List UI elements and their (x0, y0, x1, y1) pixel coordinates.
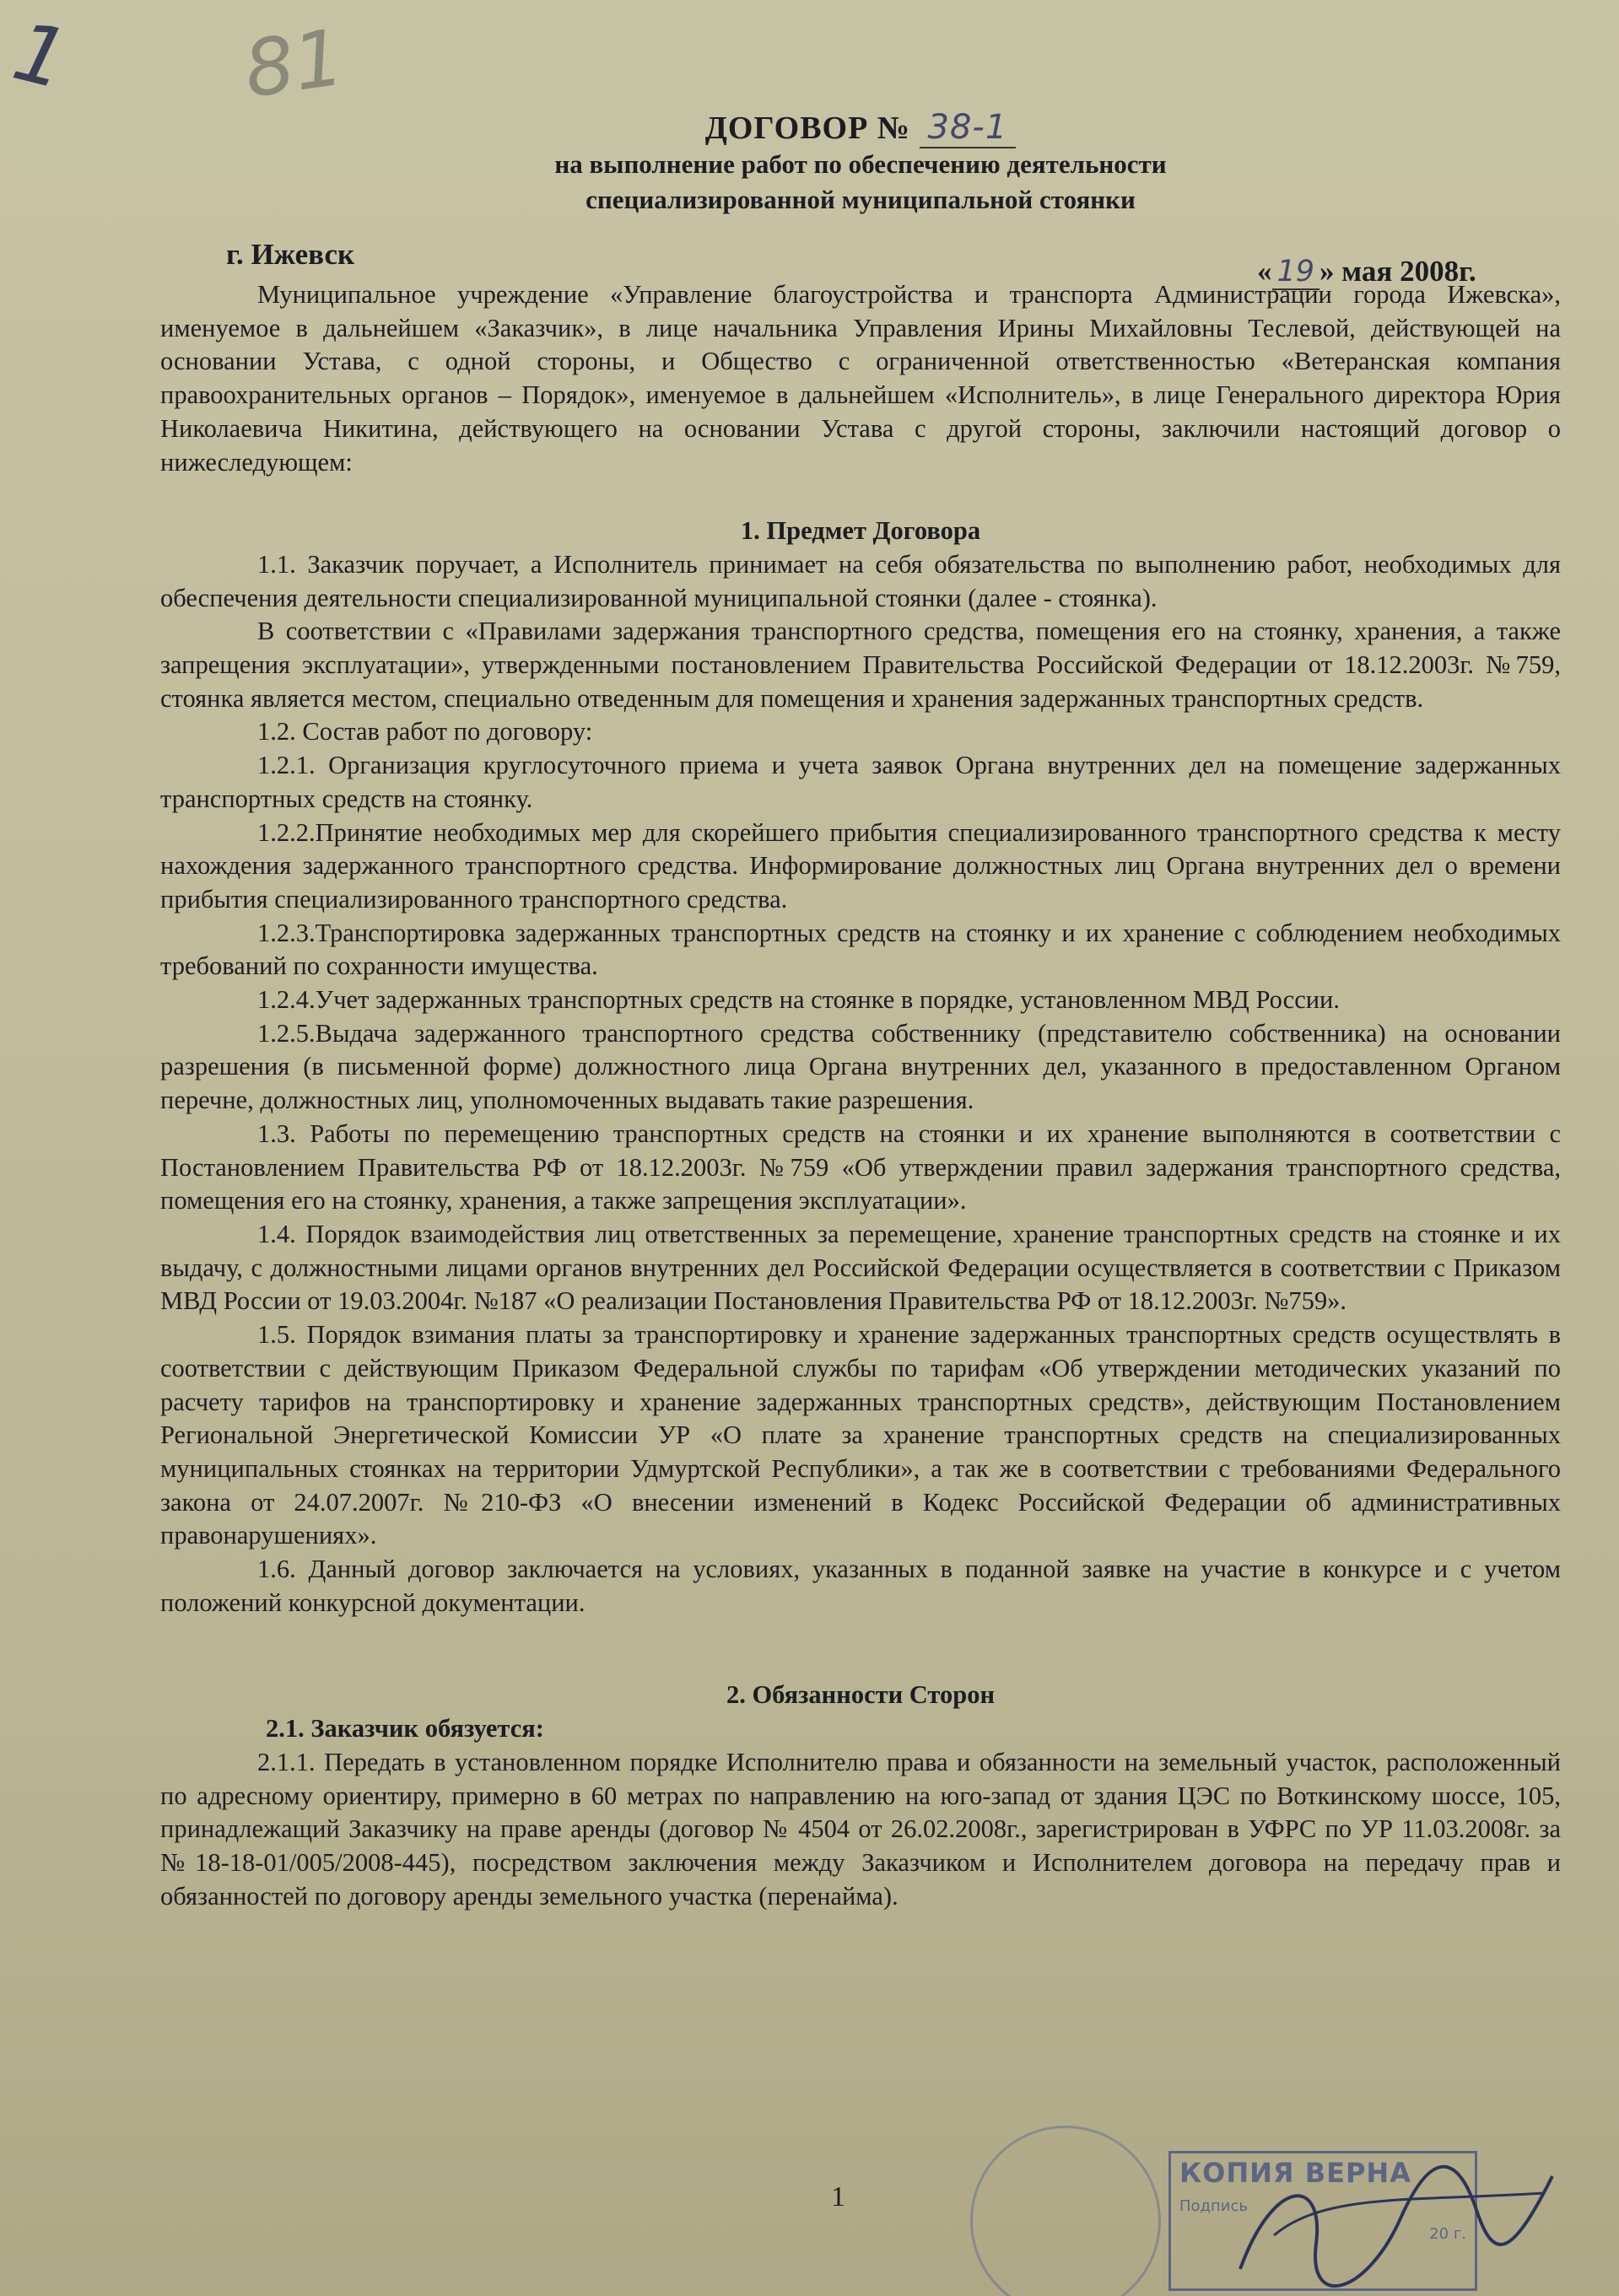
stamp-title: КОПИЯ ВЕРНА (1179, 2157, 1411, 2189)
clause-1-1: 1.1. Заказчик поручает, а Исполнитель принимает на себя обязательства по выполнению работ, необходимых для обеспечения деятельности специализированной муниципальной стоянки (далее - стоянка). (160, 549, 1561, 612)
clause-1-4: 1.4. Порядок взаимодействия лиц ответственных за перемещение, хранение транспортных средств на стоянке и их выдачу, с должностными лицами органов внутренних дел Российской Федерации осуществляется в соответствии с Приказом МВД России от 19.03.2004г. №187 «О реализации Постановления Правительства РФ от 18.12.2003г. №759». (160, 1219, 1561, 1316)
clause-1-2-1: 1.2.1. Организация круглосуточного приема и учета заявок Органа внутренних дел на помещение задержанных транспортных средств на стоянку. (160, 751, 1561, 813)
clause-1-3: 1.3. Работы по перемещению транспортных средств на стоянки и их хранение выполняются в соответствии с Постановлением Правительства РФ от 18.12.2003г. №759 «Об утверждении правил задержания транспортного средства, помещения его на стоянку, хранения, а также запрещения эксплуатации». (160, 1118, 1561, 1215)
stamp-signature-label: Подпись (1179, 2197, 1248, 2215)
date-open-quote: « (1257, 255, 1272, 288)
clause-2-1-1: 2.1.1. Передать в установленном порядке Исполнителю права и обязанности на земельный участок, расположенный по адресному ориентиру, примерно в 60 метрах по направлению на юго-запад от здания ЦЭС по Воткинскому шоссе, 105, принадлежащий Заказчику на праве аренды (договор № 4504 от 26.02.2008г., зарегистрирован в УФРС по УР 11.03.2008г. за №18-18-01/005/2008-445), посредством заключения между Заказчиком и Исполнителем договора на передачу прав и обязанностей по договору аренды земельного участка (перенайма). (160, 1747, 1561, 1911)
clause-2-1: 2.1. Заказчик обязуется: (266, 1714, 544, 1744)
handwritten-mark: 1 (4, 3, 78, 108)
clause-1-5: 1.5. Порядок взимания платы за транспортировку и хранение задержанных транспортных средств осуществлять в соответствии с действующим Приказом Федеральной службы по тарифам «Об утверждении методических указаний по расчету тарифов на транспортировку и хранение задержанных транспортных средств», действующим Постановлением Региональной Энергетической Комиссии УР «О плате за хранение транспортных средств на специализированных муниципальных стоянках на территории Удмуртской Республики», а так же в соответствии с требованиями Федерального закона от 24.07.2007г. №210-ФЗ «О внесении изменений в Кодекс Российской Федерации об административных правонарушениях». (160, 1320, 1561, 1550)
intro-paragraph: Муниципальное учреждение «Управление благоустройства и транспорта Администрации города Ижевска», именуемое в дальнейшем «Заказчик», в лице начальника Управления Ирины Михайловны Теслевой, действующей на основании Устава, с одной стороны, и Общество с ограниченной ответственностью «Ветеранская компания правоохранительных органов – Порядок», именуемое в дальнейшем «Исполнитель», в лице Генерального директора Юрия Николаевича Никитина, действующего на основании Устава с другой стороны, заключили настоящий договор о нижеследующем: (160, 280, 1561, 477)
subtitle-line-2: специализированной муниципальной стоянки (586, 185, 1136, 214)
title-text: ДОГОВОР № (704, 110, 910, 146)
clause-1-2-4: 1.2.4.Учет задержанных транспортных средств на стоянке в порядке, установленном МВД России. (257, 985, 1340, 1015)
contract-header (169, 108, 1552, 218)
clause-1-1-cont: В соответствии с «Правилами задержания транспортного средства, помещения его на стоянку, хранения, а также запрещения эксплуатации», утвержденными постановлением Правительства Российской Федерации от 18.12.2003г. №759, стоянка является местом, специально отведенным для помещения и хранения задержанных транспортных средств. (160, 617, 1561, 713)
contract-body (160, 278, 1561, 1913)
clause-1-2-5: 1.2.5.Выдача задержанного транспортного средства собственнику (представителю собственника) на основании разрешения (в письменной форме) должностного лица Органа внутренних дел, указанного в предоставленном Органом перечне, должностных лиц, уполномоченных выдавать такие разрешения. (160, 1018, 1561, 1115)
signature-scribble (1223, 2142, 1561, 2296)
contract-number: 38-1 (920, 108, 1017, 148)
date-day: 19 (1272, 255, 1320, 290)
stamp-date-label: 20 г. (1429, 2225, 1466, 2243)
page-number: 1 (831, 2181, 845, 2212)
section-heading-1: 1. Предмет Договора (740, 516, 981, 546)
clause-1-2-3: 1.2.3.Транспортировка задержанных транспортных средств на стоянку и их хранение с соблюдением необходимых требований по сохранности имущества. (160, 918, 1561, 981)
contract-title (169, 108, 1552, 147)
section-heading-2: 2. Обязанности Сторон (726, 1680, 996, 1710)
clause-1-6: 1.6. Данный договор заключается на условиях, указанных в поданной заявке на участие в конкурсе и с учетом положений конкурсной документации. (160, 1555, 1561, 1617)
city: г. Ижевск (226, 238, 355, 271)
clause-1-2: 1.2. Состав работ по договору: (257, 717, 593, 746)
subtitle-line-1: на выполнение работ по обеспечению деятельности (554, 149, 1167, 179)
date-month-year: » мая 2008г. (1319, 255, 1476, 288)
certification-stamp (970, 2126, 1561, 2296)
handwritten-page-number: 81 (239, 12, 349, 116)
clause-1-2-2: 1.2.2.Принятие необходимых мер для скорейшего прибытия специализированного транспортного средства к месту нахождения задержанного транспортного средства. Информирование должностных лиц Органа внутренних дел о времени прибытия специализированного транспортного средства. (160, 817, 1561, 914)
round-seal (970, 2126, 1161, 2296)
